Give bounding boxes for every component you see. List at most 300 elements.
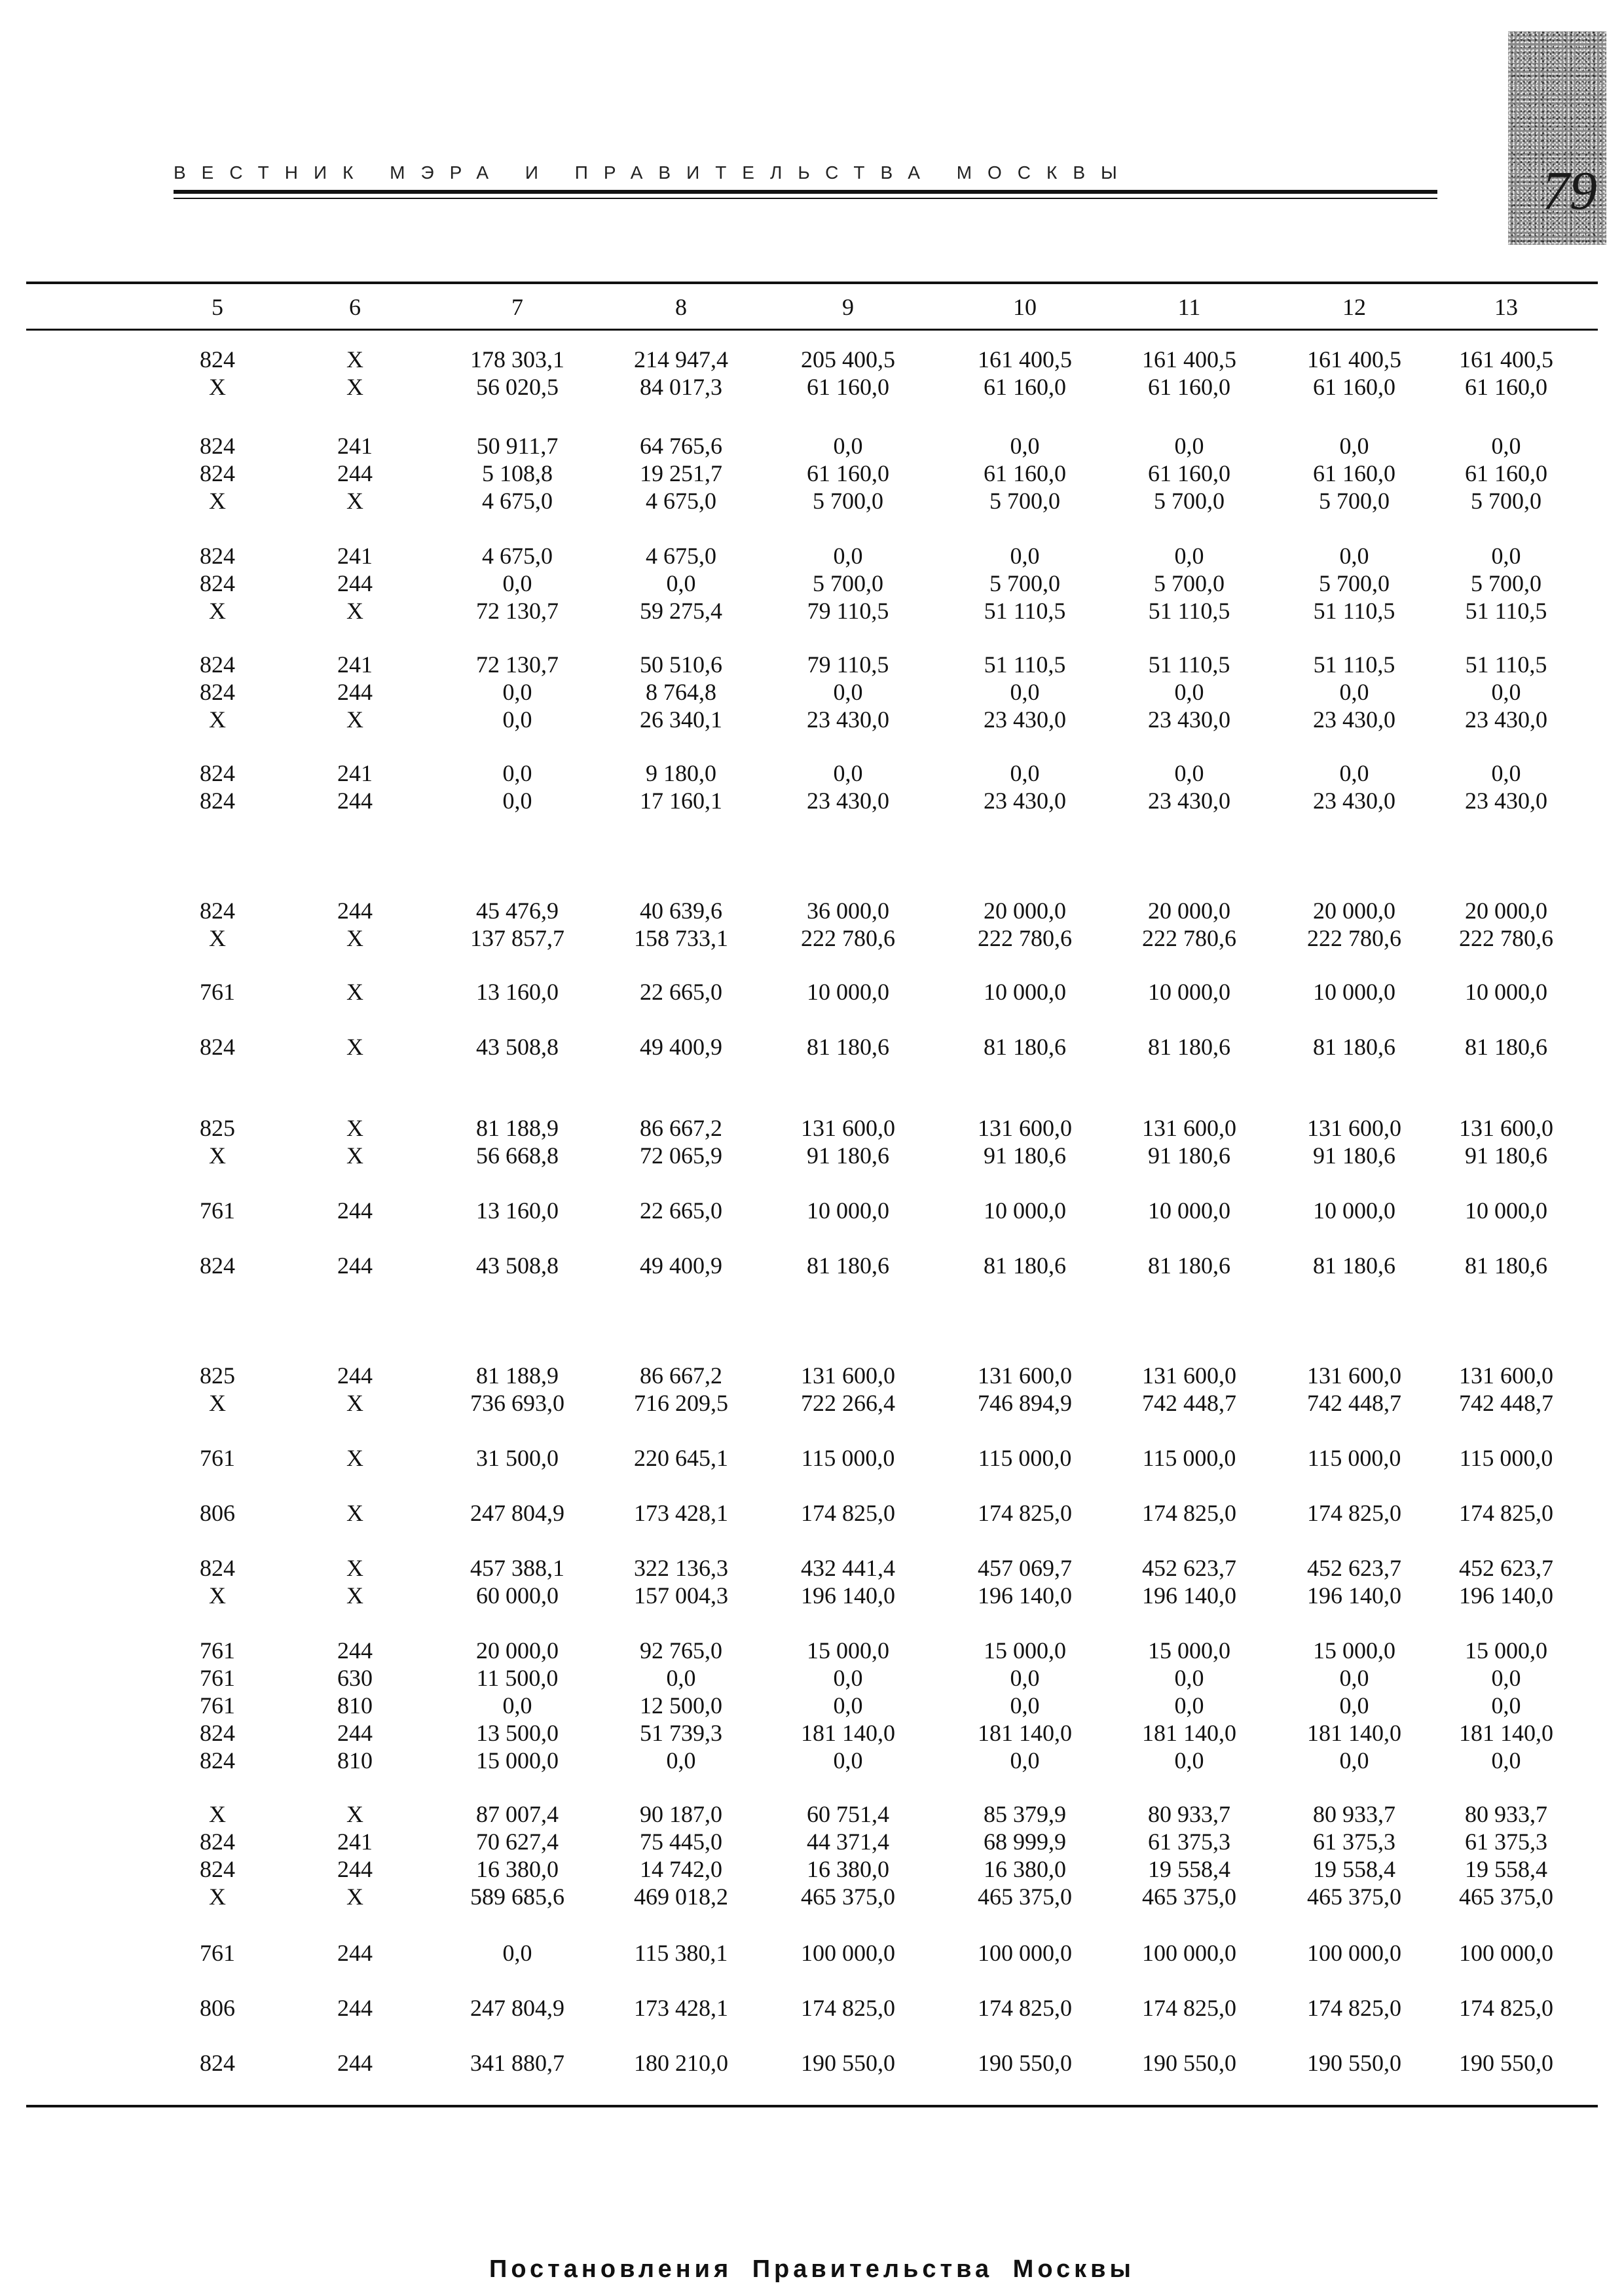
table-cell: 87 007,4	[476, 1801, 559, 1827]
table-cell: 825	[200, 1362, 235, 1389]
table-cell: 0,0	[833, 1692, 863, 1719]
table-cell: X	[346, 1445, 363, 1471]
table-cell: 244	[337, 1995, 373, 2021]
table-cell: 222 780,6	[1459, 925, 1553, 951]
table-cell: X	[346, 1142, 363, 1169]
table-cell: 190 550,0	[801, 2050, 895, 2076]
table-cell: 5 700,0	[1471, 570, 1541, 596]
table-cell: 824	[200, 2050, 235, 2076]
table-cell: 174 825,0	[1459, 1500, 1553, 1526]
table-cell: 222 780,6	[801, 925, 895, 951]
table-cell: 16 380,0	[984, 1856, 1066, 1882]
table-top-rule	[26, 282, 1598, 284]
table-cell: 244	[337, 1720, 373, 1746]
table-cell: 0,0	[1174, 679, 1204, 705]
table-cell: 178 303,1	[470, 346, 564, 373]
table-cell: 115 000,0	[801, 1445, 895, 1471]
table-cell: 241	[337, 543, 373, 569]
table-cell: 44 371,4	[807, 1829, 889, 1855]
table-cell: 824	[200, 788, 235, 814]
table-cell: 20 000,0	[1313, 898, 1395, 924]
table-cell: 0,0	[502, 1940, 532, 1966]
table-cell: 824	[200, 1720, 235, 1746]
table-cell: 15 000,0	[1465, 1637, 1547, 1664]
table-cell: 746 894,9	[978, 1390, 1072, 1416]
table-cell: 13 160,0	[476, 979, 559, 1005]
table-cell: 0,0	[833, 1665, 863, 1691]
table-cell: 86 667,2	[640, 1362, 722, 1389]
table-cell: 56 020,5	[476, 374, 559, 400]
table-cell: 131 600,0	[1459, 1362, 1553, 1389]
table-cell: 23 430,0	[807, 788, 889, 814]
table-cell: 5 700,0	[813, 570, 883, 596]
table-cell: 0,0	[502, 679, 532, 705]
table-cell: 825	[200, 1115, 235, 1141]
table-cell: 51 739,3	[640, 1720, 722, 1746]
table-cell: 10 000,0	[1465, 979, 1547, 1005]
table-cell: 0,0	[1491, 679, 1521, 705]
table-cell: 19 558,4	[1313, 1856, 1395, 1882]
table-cell: 4 675,0	[646, 543, 716, 569]
table-cell: 131 600,0	[1142, 1115, 1236, 1141]
table-cell: 131 600,0	[801, 1362, 895, 1389]
table-cell: 0,0	[502, 788, 532, 814]
table-cell: 5 700,0	[1154, 570, 1225, 596]
table-cell: 742 448,7	[1459, 1390, 1553, 1416]
table-cell: 115 000,0	[978, 1445, 1072, 1471]
table-cell: 10 000,0	[807, 979, 889, 1005]
table-cell: 761	[200, 1692, 235, 1719]
table-cell: 158 733,1	[634, 925, 728, 951]
table-cell: 81 180,6	[807, 1034, 889, 1060]
table-cell: 196 140,0	[1307, 1582, 1401, 1609]
table-cell: 115 000,0	[1307, 1445, 1401, 1471]
table-cell: 5 700,0	[813, 488, 883, 514]
table-cell: 244	[337, 1856, 373, 1882]
table-cell: 14 742,0	[640, 1856, 722, 1882]
table-cell: 20 000,0	[476, 1637, 559, 1664]
table-cell: 90 187,0	[640, 1801, 722, 1827]
table-cell: 244	[337, 460, 373, 486]
table-cell: 61 160,0	[807, 460, 889, 486]
table-cell: X	[346, 1801, 363, 1827]
header-rule-thin	[174, 198, 1437, 199]
table-cell: 0,0	[1010, 1692, 1040, 1719]
table-cell: 0,0	[666, 1747, 696, 1774]
table-cell: 20 000,0	[984, 898, 1066, 924]
table-cell: 241	[337, 651, 373, 678]
table-cell: 0,0	[1174, 1692, 1204, 1719]
table-cell: 0,0	[666, 570, 696, 596]
table-cell: 190 550,0	[1459, 2050, 1553, 2076]
table-cell: 244	[337, 898, 373, 924]
table-cell: 10 000,0	[1313, 1197, 1395, 1224]
table-cell: 61 375,3	[1148, 1829, 1230, 1855]
table-cell: 86 667,2	[640, 1115, 722, 1141]
table-cell: 10 000,0	[1465, 1197, 1547, 1224]
table-cell: 85 379,9	[984, 1801, 1066, 1827]
table-cell: 5 700,0	[1471, 488, 1541, 514]
table-cell: 26 340,1	[640, 706, 722, 733]
table-cell: 244	[337, 570, 373, 596]
table-cell: 31 500,0	[476, 1445, 559, 1471]
table-cell: 50 510,6	[640, 651, 722, 678]
table-cell: 23 430,0	[984, 706, 1066, 733]
table-cell: 196 140,0	[1459, 1582, 1553, 1609]
table-cell: 43 508,8	[476, 1252, 559, 1279]
table-cell: 196 140,0	[978, 1582, 1072, 1609]
table-cell: 244	[337, 1252, 373, 1279]
table-cell: 22 665,0	[640, 1197, 722, 1224]
table-cell: 196 140,0	[801, 1582, 895, 1609]
table-cell: 761	[200, 1197, 235, 1224]
table-cell: 0,0	[833, 543, 863, 569]
table-cell: 824	[200, 570, 235, 596]
table-cell: 61 160,0	[1148, 460, 1230, 486]
table-cell: 174 825,0	[1459, 1995, 1553, 2021]
table-cell: 80 933,7	[1313, 1801, 1395, 1827]
table-cell: 0,0	[1491, 1747, 1521, 1774]
table-cell: 81 180,6	[1465, 1252, 1547, 1279]
table-cell: 810	[337, 1692, 373, 1719]
table-cell: 824	[200, 1252, 235, 1279]
table-cell: 736 693,0	[470, 1390, 564, 1416]
table-cell: 8 764,8	[646, 679, 716, 705]
table-cell: 0,0	[833, 760, 863, 786]
table-cell: 81 180,6	[807, 1252, 889, 1279]
table-cell: 181 140,0	[1142, 1720, 1236, 1746]
table-cell: 23 430,0	[1465, 788, 1547, 814]
table-cell: 80 933,7	[1148, 1801, 1230, 1827]
table-cell: X	[346, 1884, 363, 1910]
table-cell: 10 000,0	[1313, 979, 1395, 1005]
table-cell: 5 700,0	[1319, 570, 1390, 596]
table-cell: 0,0	[1339, 1747, 1369, 1774]
table-cell: X	[209, 1390, 226, 1416]
table-cell: X	[346, 1555, 363, 1581]
table-cell: 61 160,0	[1465, 374, 1547, 400]
column-header: 12	[1342, 294, 1366, 320]
table-cell: 13 500,0	[476, 1720, 559, 1746]
table-cell: 22 665,0	[640, 979, 722, 1005]
table-cell: 49 400,9	[640, 1034, 722, 1060]
table-bottom-rule	[26, 2105, 1598, 2107]
table-cell: 190 550,0	[978, 2050, 1072, 2076]
table-cell: 190 550,0	[1307, 2050, 1401, 2076]
table-cell: 0,0	[1010, 1747, 1040, 1774]
table-cell: 75 445,0	[640, 1829, 722, 1855]
table-cell: 824	[200, 679, 235, 705]
table-cell: 174 825,0	[801, 1500, 895, 1526]
table-cell: 23 430,0	[807, 706, 889, 733]
table-cell: X	[209, 598, 226, 624]
table-cell: X	[209, 1582, 226, 1609]
table-cell: 0,0	[1174, 1665, 1204, 1691]
table-cell: 50 911,7	[476, 433, 559, 459]
table-cell: 190 550,0	[1142, 2050, 1236, 2076]
table-cell: 72 130,7	[476, 651, 559, 678]
table-cell: 15 000,0	[984, 1637, 1066, 1664]
table-cell: 0,0	[1339, 1692, 1369, 1719]
table-cell: 15 000,0	[1313, 1637, 1395, 1664]
table-cell: 40 639,6	[640, 898, 722, 924]
table-cell: 761	[200, 1940, 235, 1966]
table-cell: 11 500,0	[476, 1665, 559, 1691]
table-cell: 23 430,0	[1313, 788, 1395, 814]
table-cell: 100 000,0	[978, 1940, 1072, 1966]
table-cell: 10 000,0	[1148, 1197, 1230, 1224]
table-cell: 0,0	[1010, 760, 1040, 786]
table-cell: 15 000,0	[807, 1637, 889, 1664]
table-cell: 0,0	[1339, 679, 1369, 705]
table-cell: 10 000,0	[984, 979, 1066, 1005]
table-cell: 806	[200, 1500, 235, 1526]
table-cell: 80 933,7	[1465, 1801, 1547, 1827]
table-cell: 23 430,0	[1148, 788, 1230, 814]
column-header: 8	[675, 294, 687, 320]
table-cell: 161 400,5	[1307, 346, 1401, 373]
header-rule-thick	[174, 190, 1437, 194]
table-cell: 61 160,0	[807, 374, 889, 400]
table-cell: X	[346, 488, 363, 514]
table-cell: 10 000,0	[1148, 979, 1230, 1005]
table-cell: 180 210,0	[634, 2050, 728, 2076]
table-cell: 181 140,0	[1459, 1720, 1553, 1746]
table-cell: 174 825,0	[1142, 1995, 1236, 2021]
table-cell: 61 375,3	[1313, 1829, 1395, 1855]
table-cell: 61 160,0	[1465, 460, 1547, 486]
table-cell: 23 430,0	[1148, 706, 1230, 733]
table-cell: 0,0	[1010, 679, 1040, 705]
table-cell: 465 375,0	[801, 1884, 895, 1910]
table-cell: 10 000,0	[984, 1197, 1066, 1224]
table-cell: 131 600,0	[1307, 1115, 1401, 1141]
table-cell: 45 476,9	[476, 898, 559, 924]
table-cell: 4 675,0	[482, 543, 553, 569]
table-cell: 61 375,3	[1465, 1829, 1547, 1855]
table-cell: 222 780,6	[1307, 925, 1401, 951]
table-cell: 0,0	[1491, 543, 1521, 569]
table-cell: 181 140,0	[978, 1720, 1072, 1746]
table-cell: 716 209,5	[634, 1390, 728, 1416]
table-cell: 465 375,0	[1459, 1884, 1553, 1910]
table-cell: 51 110,5	[1148, 598, 1230, 624]
table-cell: 61 160,0	[1313, 460, 1395, 486]
table-cell: 100 000,0	[1307, 1940, 1401, 1966]
table-cell: 61 160,0	[984, 460, 1066, 486]
table-cell: 0,0	[1491, 433, 1521, 459]
table-cell: 56 668,8	[476, 1142, 559, 1169]
table-cell: 205 400,5	[801, 346, 895, 373]
table-cell: 16 380,0	[476, 1856, 559, 1882]
table-cell: 4 675,0	[482, 488, 553, 514]
table-cell: 0,0	[833, 679, 863, 705]
table-cell: 81 180,6	[1148, 1034, 1230, 1060]
table-cell: 137 857,7	[470, 925, 564, 951]
table-cell: 244	[337, 1940, 373, 1966]
table-cell: 452 623,7	[1142, 1555, 1236, 1581]
table-cell: 824	[200, 1856, 235, 1882]
table-cell: 806	[200, 1995, 235, 2021]
table-cell: 0,0	[1010, 433, 1040, 459]
table-cell: X	[346, 1500, 363, 1526]
table-cell: X	[346, 1390, 363, 1416]
table-cell: 174 825,0	[1307, 1500, 1401, 1526]
table-cell: 181 140,0	[1307, 1720, 1401, 1746]
table-cell: 100 000,0	[801, 1940, 895, 1966]
table-cell: 0,0	[502, 1692, 532, 1719]
table-cell: X	[209, 1884, 226, 1910]
table-cell: 12 500,0	[640, 1692, 722, 1719]
table-cell: 742 448,7	[1307, 1390, 1401, 1416]
table-cell: 241	[337, 1829, 373, 1855]
table-cell: 100 000,0	[1142, 1940, 1236, 1966]
table-cell: 432 441,4	[801, 1555, 895, 1581]
table-cell: 0,0	[1491, 1692, 1521, 1719]
table-cell: 161 400,5	[978, 346, 1072, 373]
table-cell: 81 180,6	[1313, 1034, 1395, 1060]
table-cell: 20 000,0	[1465, 898, 1547, 924]
table-cell: 0,0	[833, 433, 863, 459]
table-cell: X	[209, 1801, 226, 1827]
table-cell: 220 645,1	[634, 1445, 728, 1471]
table-cell: 0,0	[1174, 1747, 1204, 1774]
table-cell: 174 825,0	[1142, 1500, 1236, 1526]
table-cell: 51 110,5	[1465, 651, 1547, 678]
table-cell: 174 825,0	[801, 1995, 895, 2021]
table-cell: X	[346, 979, 363, 1005]
table-cell: 181 140,0	[801, 1720, 895, 1746]
table-cell: 0,0	[1010, 543, 1040, 569]
table-cell: 131 600,0	[978, 1115, 1072, 1141]
table-cell: 0,0	[1174, 760, 1204, 786]
table-cell: X	[346, 1034, 363, 1060]
table-cell: 161 400,5	[1459, 346, 1553, 373]
table-cell: X	[209, 706, 226, 733]
table-cell: 15 000,0	[1148, 1637, 1230, 1664]
table-cell: 465 375,0	[1307, 1884, 1401, 1910]
column-header: 9	[842, 294, 854, 320]
column-header: 7	[511, 294, 523, 320]
table-cell: 5 700,0	[1319, 488, 1390, 514]
table-cell: 761	[200, 979, 235, 1005]
table-cell: 0,0	[1339, 1665, 1369, 1691]
table-cell: 115 380,1	[634, 1940, 728, 1966]
table-cell: 241	[337, 760, 373, 786]
table-cell: 630	[337, 1665, 373, 1691]
table-cell: X	[346, 1115, 363, 1141]
table-cell: 92 765,0	[640, 1637, 722, 1664]
table-cell: 465 375,0	[978, 1884, 1072, 1910]
column-header: 10	[1013, 294, 1037, 320]
table-cell: 51 110,5	[1465, 598, 1547, 624]
table-cell: 64 765,6	[640, 433, 722, 459]
table-cell: 15 000,0	[476, 1747, 559, 1774]
table-cell: 81 180,6	[984, 1034, 1066, 1060]
column-header: 11	[1177, 294, 1201, 320]
table-cell: X	[346, 374, 363, 400]
table-cell: 244	[337, 2050, 373, 2076]
table-cell: 469 018,2	[634, 1884, 728, 1910]
table-cell: 824	[200, 1555, 235, 1581]
table-cell: 91 180,6	[1465, 1142, 1547, 1169]
table-header-rule	[26, 329, 1598, 331]
table-cell: 60 751,4	[807, 1801, 889, 1827]
table-cell: 452 623,7	[1307, 1555, 1401, 1581]
table-cell: 722 266,4	[801, 1390, 895, 1416]
table-cell: X	[209, 488, 226, 514]
table-cell: 824	[200, 760, 235, 786]
table-cell: X	[346, 925, 363, 951]
table-cell: 457 388,1	[470, 1555, 564, 1581]
table-cell: 51 110,5	[1148, 651, 1230, 678]
column-header: 6	[349, 294, 361, 320]
table-cell: 824	[200, 1034, 235, 1060]
table-cell: 5 108,8	[482, 460, 553, 486]
table-cell: 824	[200, 651, 235, 678]
table-cell: 19 558,4	[1148, 1856, 1230, 1882]
table-cell: 72 130,7	[476, 598, 559, 624]
table-cell: 322 136,3	[634, 1555, 728, 1581]
table-cell: 824	[200, 1829, 235, 1855]
table-cell: 131 600,0	[978, 1362, 1072, 1389]
table-cell: 9 180,0	[646, 760, 716, 786]
table-cell: 19 251,7	[640, 460, 722, 486]
table-cell: 244	[337, 679, 373, 705]
table-cell: 17 160,1	[640, 788, 722, 814]
table-cell: 174 825,0	[1307, 1995, 1401, 2021]
table-cell: 244	[337, 788, 373, 814]
table-cell: 222 780,6	[978, 925, 1072, 951]
table-cell: X	[209, 925, 226, 951]
table-cell: 19 558,4	[1465, 1856, 1547, 1882]
table-cell: 589 685,6	[470, 1884, 564, 1910]
table-cell: 20 000,0	[1148, 898, 1230, 924]
table-cell: 51 110,5	[1313, 651, 1395, 678]
table-cell: X	[346, 1582, 363, 1609]
table-cell: 244	[337, 1197, 373, 1224]
table-cell: 824	[200, 898, 235, 924]
table-cell: 51 110,5	[984, 651, 1066, 678]
table-cell: 465 375,0	[1142, 1884, 1236, 1910]
table-cell: 61 160,0	[984, 374, 1066, 400]
table-cell: 5 700,0	[989, 570, 1060, 596]
table-cell: 70 627,4	[476, 1829, 559, 1855]
column-header: 5	[212, 294, 223, 320]
table-cell: 0,0	[1339, 433, 1369, 459]
table-cell: 23 430,0	[984, 788, 1066, 814]
table-cell: 68 999,9	[984, 1829, 1066, 1855]
table-cell: X	[209, 1142, 226, 1169]
table-cell: 0,0	[1010, 1665, 1040, 1691]
table-cell: 81 188,9	[476, 1362, 559, 1389]
table-cell: 761	[200, 1637, 235, 1664]
table-cell: 10 000,0	[807, 1197, 889, 1224]
table-cell: 91 180,6	[807, 1142, 889, 1169]
table-cell: 0,0	[833, 1747, 863, 1774]
table-cell: 81 180,6	[1313, 1252, 1395, 1279]
table-cell: 810	[337, 1747, 373, 1774]
table-cell: 16 380,0	[807, 1856, 889, 1882]
footer-section-title: Постановления Правительства Москвы	[489, 2255, 1135, 2283]
table-cell: 61 160,0	[1148, 374, 1230, 400]
table-cell: 84 017,3	[640, 374, 722, 400]
table-cell: X	[346, 598, 363, 624]
table-cell: 100 000,0	[1459, 1940, 1553, 1966]
table-cell: 244	[337, 1362, 373, 1389]
table-cell: 824	[200, 543, 235, 569]
table-cell: 81 180,6	[1148, 1252, 1230, 1279]
